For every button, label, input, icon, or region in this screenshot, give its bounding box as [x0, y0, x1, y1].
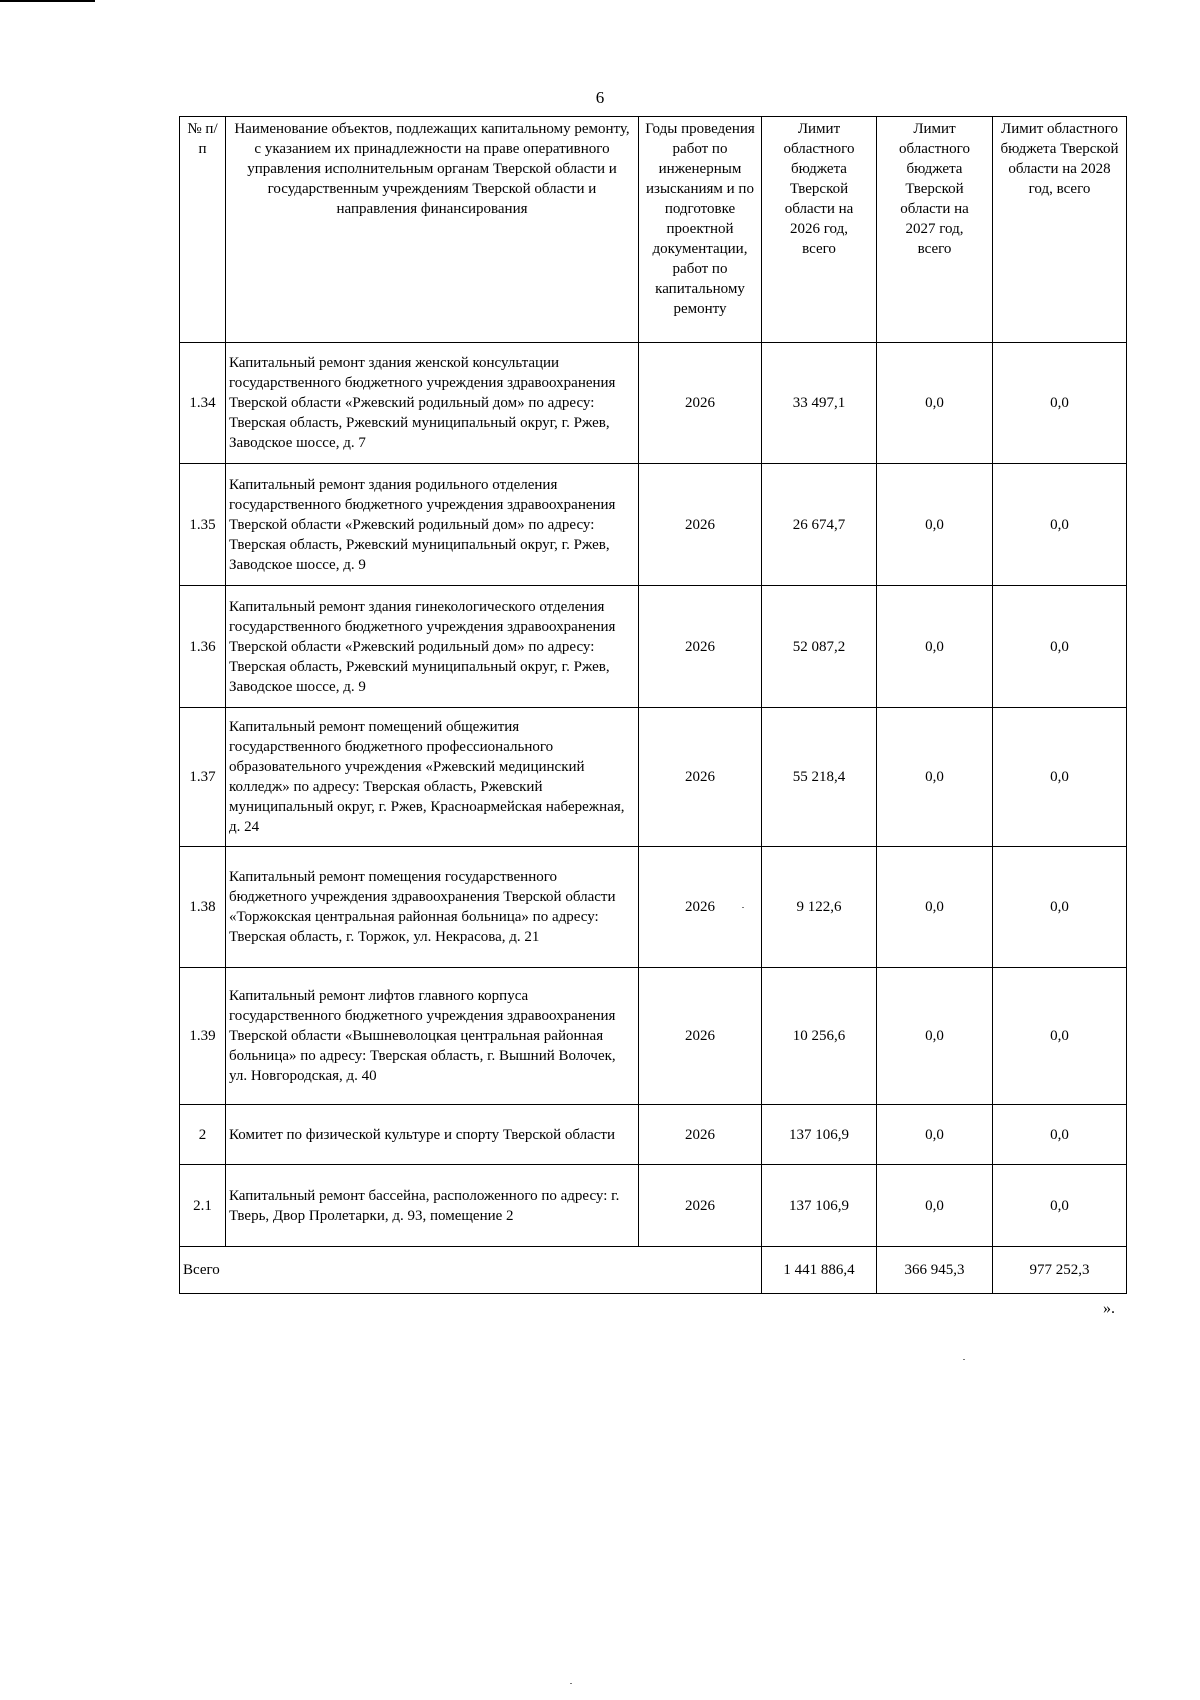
header-object-name: Наименование объектов, подлежащих капитальному ремонту, с указанием их принадлежности на праве оперативного управления исполнительным органам Тверской области и государственным учреждениям Тверской области и направления финансирования	[226, 117, 639, 343]
row-limit-2027: 0,0	[877, 586, 993, 708]
row-year: 2026	[639, 464, 762, 586]
total-row	[180, 1247, 1127, 1294]
row-object-name: Капитальный ремонт здания родильного отделения государственного бюджетного учреждения здравоохранения Тверской области «Ржевский родильный дом» по адресу: Тверская область, Ржевский муниципальный округ, г. Ржев, Заводское шоссе, д. 9	[226, 464, 639, 586]
row-limit-2028: 0,0	[993, 343, 1127, 464]
row-limit-2028: 0,0	[993, 464, 1127, 586]
row-limit-2028: 0,0	[993, 847, 1127, 968]
row-limit-2028: 0,0	[993, 968, 1127, 1105]
row-year: 2026	[639, 847, 762, 968]
row-year: 2026	[639, 1165, 762, 1247]
header-limit-2026: Лимит областного бюджета Тверской области на 2026 год, всего	[762, 117, 877, 343]
row-limit-2027: 0,0	[877, 968, 993, 1105]
scan-edge-mark	[0, 0, 95, 2]
row-limit-2028: 0,0	[993, 1165, 1127, 1247]
row-limit-2026: 33 497,1	[762, 343, 877, 464]
row-limit-2026: 55 218,4	[762, 708, 877, 847]
table-row	[180, 847, 1127, 968]
row-limit-2027: 0,0	[877, 1165, 993, 1247]
row-limit-2026: 26 674,7	[762, 464, 877, 586]
row-year: 2026	[639, 968, 762, 1105]
row-year: 2026	[639, 343, 762, 464]
row-object-name: Комитет по физической культуре и спорту Тверской области	[226, 1105, 639, 1165]
row-number: 1.35	[180, 464, 226, 586]
header-limit-2027: Лимит областного бюджета Тверской области на 2027 год, всего	[877, 117, 993, 343]
capital-repair-table	[179, 116, 1127, 1294]
row-object-name: Капитальный ремонт помещений общежития государственного бюджетного профессионального образовательного учреждения «Ржевский медицинский колледж» по адресу: Тверская область, Ржевский муниципальный округ, г. Ржев, Красноармейская набережная, д. 24	[226, 708, 639, 847]
row-object-name: Капитальный ремонт здания женской консультации государственного бюджетного учреждения здравоохранения Тверской области «Ржевский родильный дом» по адресу: Тверская область, Ржевский муниципальный округ, г. Ржев, Заводское шоссе, д. 7	[226, 343, 639, 464]
table-row	[180, 708, 1127, 847]
row-limit-2027: 0,0	[877, 343, 993, 464]
table-row	[180, 586, 1127, 708]
header-limit-2028: Лимит областного бюджета Тверской области на 2028 год, всего	[993, 117, 1127, 343]
total-limit-2027: 366 945,3	[877, 1247, 993, 1294]
row-limit-2026: 9 122,6	[762, 847, 877, 968]
row-limit-2027: 0,0	[877, 1105, 993, 1165]
row-number: 1.34	[180, 343, 226, 464]
table-row	[180, 343, 1127, 464]
row-number: 1.36	[180, 586, 226, 708]
row-limit-2026: 52 087,2	[762, 586, 877, 708]
row-number: 1.39	[180, 968, 226, 1105]
row-object-name: Капитальный ремонт лифтов главного корпуса государственного бюджетного учреждения здравоохранения Тверской области «Вышневолоцкая центральная районная больница» по адресу: Тверская область, г. Вышний Волочек, ул. Новгородская, д. 40	[226, 968, 639, 1105]
row-limit-2027: 0,0	[877, 847, 993, 968]
table-row	[180, 464, 1127, 586]
row-object-name: Капитальный ремонт бассейна, расположенного по адресу: г. Тверь, Двор Пролетарки, д. 93, помещение 2	[226, 1165, 639, 1247]
scan-speck	[570, 1683, 572, 1684]
table-header-row	[180, 117, 1127, 343]
row-limit-2026: 10 256,6	[762, 968, 877, 1105]
row-number: 2	[180, 1105, 226, 1165]
row-object-name: Капитальный ремонт здания гинекологического отделения государственного бюджетного учреждения здравоохранения Тверской области «Ржевский родильный дом» по адресу: Тверская область, Ржевский муниципальный округ, г. Ржев, Заводское шоссе, д. 9	[226, 586, 639, 708]
row-number: 2.1	[180, 1165, 226, 1247]
total-limit-2026: 1 441 886,4	[762, 1247, 877, 1294]
row-number: 1.37	[180, 708, 226, 847]
page-number: 6	[595, 88, 605, 107]
row-year: 2026	[639, 586, 762, 708]
table-row	[180, 1105, 1127, 1165]
row-object-name: Капитальный ремонт помещения государственного бюджетного учреждения здравоохранения Тверской области «Торжокская центральная районная больница» по адресу: Тверская область, г. Торжок, ул. Некрасова, д. 21	[226, 847, 639, 968]
row-number: 1.38	[180, 847, 226, 968]
header-number: № п/п	[180, 117, 226, 343]
row-limit-2028: 0,0	[993, 586, 1127, 708]
total-limit-2028: 977 252,3	[993, 1247, 1127, 1294]
row-limit-2027: 0,0	[877, 464, 993, 586]
row-limit-2026: 137 106,9	[762, 1105, 877, 1165]
table-row	[180, 1165, 1127, 1247]
scan-speck	[963, 1359, 965, 1360]
table-row	[180, 968, 1127, 1105]
scan-speck	[742, 907, 744, 908]
row-year: 2026	[639, 1105, 762, 1165]
header-years: Годы проведения работ по инженерным изысканиям и по подготовке проектной документации, работ по капитальному ремонту	[639, 117, 762, 343]
row-limit-2028: 0,0	[993, 1105, 1127, 1165]
row-limit-2027: 0,0	[877, 708, 993, 847]
total-label: Всего	[180, 1247, 762, 1294]
row-limit-2028: 0,0	[993, 708, 1127, 847]
closing-quote-mark: ».	[1103, 1300, 1115, 1317]
row-year: 2026	[639, 708, 762, 847]
row-limit-2026: 137 106,9	[762, 1165, 877, 1247]
